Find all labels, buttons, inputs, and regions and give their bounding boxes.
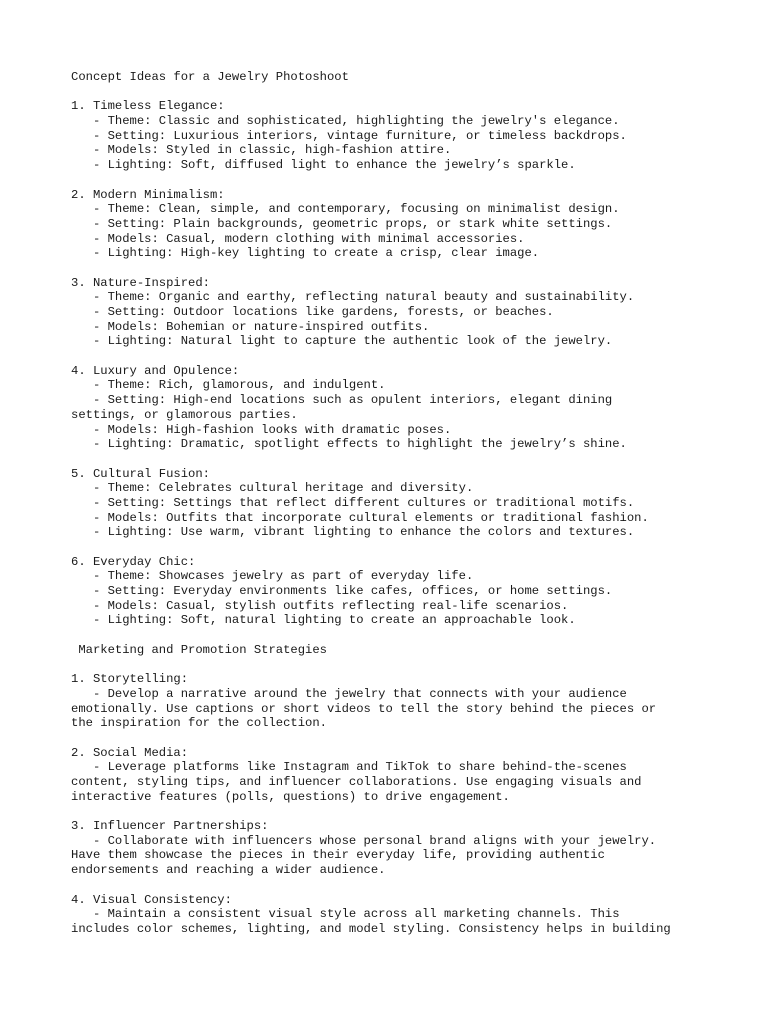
text-line: - Collaborate with influencers whose personal brand aligns with your jewelry. (71, 833, 657, 848)
text-line: emotionally. Use captions or short videos to tell the story behind the pieces or (71, 701, 657, 716)
text-line: 1. Storytelling: (71, 672, 189, 687)
text-line: 4. Luxury and Opulence: (71, 363, 240, 378)
text-line: - Models: Styled in classic, high-fashion attire. (71, 143, 452, 158)
text-line (71, 804, 711, 819)
text-line: - Models: Outfits that incorporate cultural elements or traditional fashion. (71, 510, 649, 525)
text-line: includes color schemes, lighting, and model styling. Consistency helps in building (71, 921, 671, 936)
text-line: - Lighting: High-key lighting to create a crisp, clear image. (71, 246, 540, 261)
text-line: - Models: Casual, modern clothing with minimal accessories. (71, 231, 525, 246)
text-line (71, 261, 711, 276)
text-line: - Lighting: Soft, diffused light to enhance the jewelry’s sparkle. (71, 158, 576, 173)
text-line: Concept Ideas for a Jewelry Photoshoot (71, 70, 349, 84)
text-line: - Setting: Plain backgrounds, geometric props, or stark white settings. (71, 216, 613, 231)
text-line: - Theme: Showcases jewelry as part of everyday life. (71, 569, 474, 584)
text-line: - Setting: Luxurious interiors, vintage furniture, or timeless backdrops. (71, 128, 627, 143)
text-line: - Develop a narrative around the jewelry that connects with your audience (71, 686, 627, 701)
text-line: - Lighting: Soft, natural lighting to create an approachable look. (71, 613, 576, 628)
text-line: content, styling tips, and influencer collaborations. Use engaging visuals and (71, 775, 642, 789)
text-line (71, 878, 711, 893)
text-line: - Models: High-fashion looks with dramatic poses. (71, 422, 452, 437)
text-line: - Setting: Outdoor locations like gardens, forests, or beaches. (71, 305, 554, 319)
text-line: - Lighting: Dramatic, spotlight effects to highlight the jewelry’s shine. (71, 437, 627, 452)
text-line: - Models: Casual, stylish outfits reflecting real-life scenarios. (71, 598, 569, 613)
text-line: 1. Timeless Elegance: (71, 99, 225, 114)
text-line: - Theme: Classic and sophisticated, highlighting the jewelry's elegance. (71, 114, 620, 129)
text-line (71, 628, 711, 643)
text-line: - Lighting: Use warm, vibrant lighting to enhance the colors and textures. (71, 525, 635, 540)
text-line: - Leverage platforms like Instagram and TikTok to share behind-the-scenes (71, 760, 627, 775)
text-line: Marketing and Promotion Strategies (71, 642, 327, 657)
text-line: - Theme: Clean, simple, and contemporary, focusing on minimalist design. (71, 202, 620, 217)
text-line: - Setting: Everyday environments like cafes, offices, or home settings. (71, 584, 613, 599)
text-line: 4. Visual Consistency: (71, 892, 232, 907)
text-line (71, 173, 711, 188)
text-line: - Setting: Settings that reflect different cultures or traditional motifs. (71, 495, 635, 510)
text-line: - Theme: Organic and earthy, reflecting natural beauty and sustainability. (71, 290, 635, 305)
text-line: Have them showcase the pieces in their everyday life, providing authentic (71, 848, 605, 863)
text-line: 3. Nature-Inspired: (71, 275, 210, 290)
text-line (71, 731, 711, 746)
text-line (71, 658, 711, 673)
text-line: - Maintain a consistent visual style across all marketing channels. This (71, 907, 620, 922)
text-line (71, 452, 711, 467)
text-line: the inspiration for the collection. (71, 716, 327, 731)
text-line: 3. Influencer Partnerships: (71, 819, 269, 834)
text-line: 2. Social Media: (71, 745, 189, 760)
text-line: 5. Cultural Fusion: (71, 466, 210, 481)
text-line: - Theme: Celebrates cultural heritage and diversity. (71, 481, 474, 496)
document-body (71, 70, 711, 937)
text-line: 6. Everyday Chic: (71, 554, 196, 569)
text-line: - Setting: High-end locations such as opulent interiors, elegant dining (71, 393, 613, 408)
text-line: - Theme: Rich, glamorous, and indulgent. (71, 378, 386, 393)
text-line (71, 540, 711, 555)
text-line: settings, or glamorous parties. (71, 407, 298, 422)
text-line: - Models: Bohemian or nature-inspired outfits. (71, 319, 430, 334)
text-line: endorsements and reaching a wider audience. (71, 863, 386, 878)
text-line: interactive features (polls, questions) to drive engagement. (71, 789, 510, 804)
text-line: - Lighting: Natural light to capture the authentic look of the jewelry. (71, 334, 613, 349)
text-line: 2. Modern Minimalism: (71, 187, 225, 202)
text-line (71, 349, 711, 364)
text-line (71, 85, 711, 100)
